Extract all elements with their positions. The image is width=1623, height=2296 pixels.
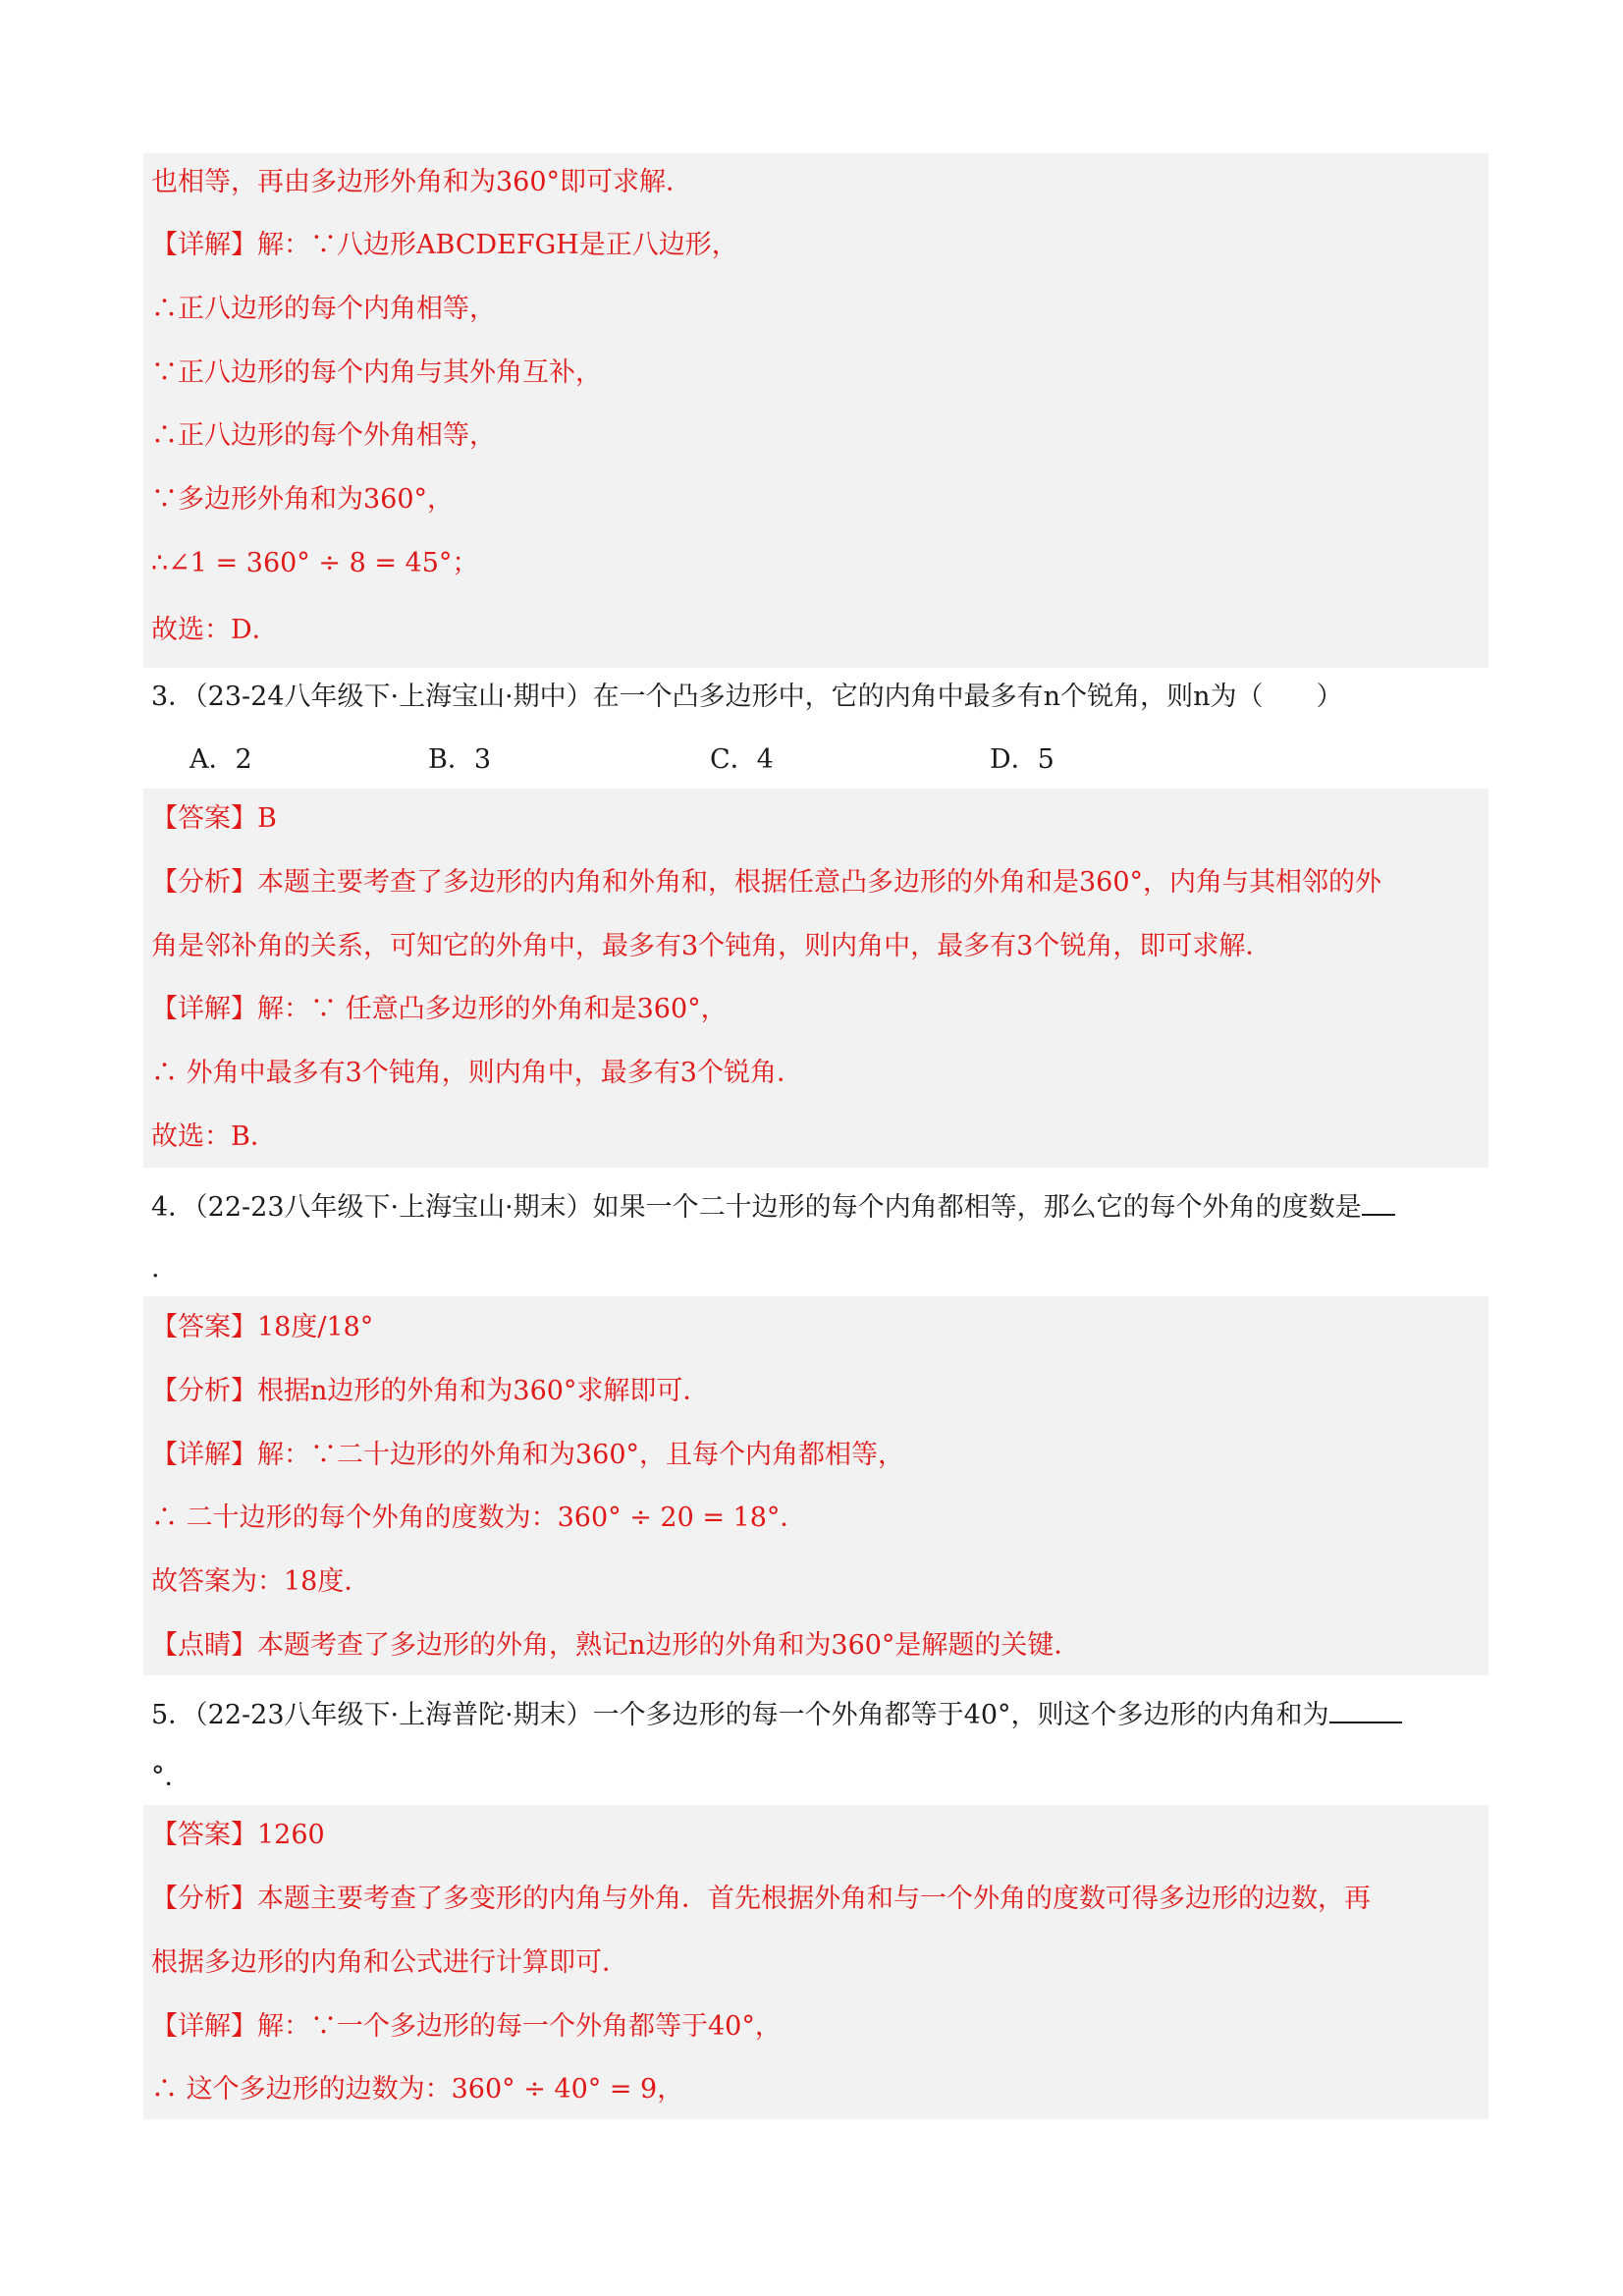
q3-option-c: C．4 <box>710 744 774 775</box>
q3-detail-2: ∴ 外角中最多有3个钝角，则内角中，最多有3个锐角． <box>151 1058 803 1088</box>
q4-stem-end: . <box>151 1253 160 1284</box>
q2-line-3: ∴正八边形的每个内角相等， <box>151 294 496 324</box>
q2-line-1: 也相等，再由多边形外角和为360°即可求解． <box>151 167 693 197</box>
q2-line-5: ∴正八边形的每个外角相等， <box>151 420 496 451</box>
q5-analysis-2: 根据多边形的内角和公式进行计算即可． <box>151 1947 628 1978</box>
q5-answer-blank <box>1329 1694 1402 1723</box>
q4-stem-text: 4．（22-23八年级下·上海宝山·期末）如果一个二十边形的每个内角都相等，那么它的每个外角的度数是 <box>151 1192 1362 1223</box>
q3-answer: 【答案】B <box>151 803 277 834</box>
q2-line-2: 【详解】解：∵八边形ABCDEFGH是正八边形， <box>151 230 738 260</box>
q3-option-d: D．5 <box>990 744 1055 775</box>
q2-line-7: ∴∠1 = 360° ÷ 8 = 45°； <box>151 548 479 578</box>
q3-stem: 3．（23-24八年级下·上海宝山·期中）在一个凸多边形中，它的内角中最多有n个锐角，则n为（ ） <box>151 682 1343 712</box>
q3-option-a: A．2 <box>189 744 252 775</box>
q4-answer: 【答案】18度/18° <box>151 1312 374 1342</box>
q2-line-8: 故选：D． <box>151 615 279 645</box>
q3-choice: 故选：B． <box>151 1121 277 1152</box>
q3-option-b: B．3 <box>428 744 492 775</box>
q2-line-4: ∵正八边形的每个内角与其外角互补， <box>151 357 602 388</box>
q4-analysis: 【分析】根据n边形的外角和为360°求解即可． <box>151 1376 710 1406</box>
q4-detail-1: 【详解】解：∵二十边形的外角和为360°，且每个内角都相等， <box>151 1440 905 1470</box>
q4-stem <box>151 1186 1395 1226</box>
q4-detail-2: ∴ 二十边形的每个外角的度数为：360° ÷ 20 = 18°． <box>151 1503 807 1533</box>
q4-solution-block <box>143 1296 1488 1675</box>
q5-detail-2: ∴ 这个多边形的边数为：360° ÷ 40° = 9， <box>151 2074 684 2105</box>
q3-analysis-2: 角是邻补角的关系，可知它的外角中，最多有3个钝角，则内角中，最多有3个锐角，即可求解． <box>151 931 1272 961</box>
q2-line-6: ∵多边形外角和为360°， <box>151 484 455 515</box>
q4-conclusion: 故答案为：18度． <box>151 1566 371 1597</box>
q5-analysis-1: 【分析】本题主要考查了多变形的内角与外角．首先根据外角和与一个外角的度数可得多边形的边数，再 <box>151 1884 1371 1914</box>
q5-detail-1: 【详解】解：∵一个多边形的每一个外角都等于40°， <box>151 2011 782 2042</box>
q5-answer: 【答案】1260 <box>151 1820 325 1850</box>
q3-analysis-1: 【分析】本题主要考查了多边形的内角和外角和，根据任意凸多边形的外角和是360°，内角与其相邻的外 <box>151 867 1382 898</box>
q5-stem-text: 5．（22-23八年级下·上海普陀·期末）一个多边形的每一个外角都等于40°，则这个多边形的内角和为 <box>151 1700 1329 1730</box>
q5-stem-end: °． <box>151 1762 191 1792</box>
q4-comment: 【点睛】本题考查了多边形的外角，熟记n边形的外角和为360°是解题的关键． <box>151 1630 1081 1661</box>
q5-stem <box>151 1694 1402 1733</box>
q4-answer-blank <box>1362 1186 1395 1216</box>
q3-detail-1: 【详解】解：∵ 任意凸多边形的外角和是360°， <box>151 994 728 1024</box>
q3-solution-block <box>143 789 1488 1168</box>
